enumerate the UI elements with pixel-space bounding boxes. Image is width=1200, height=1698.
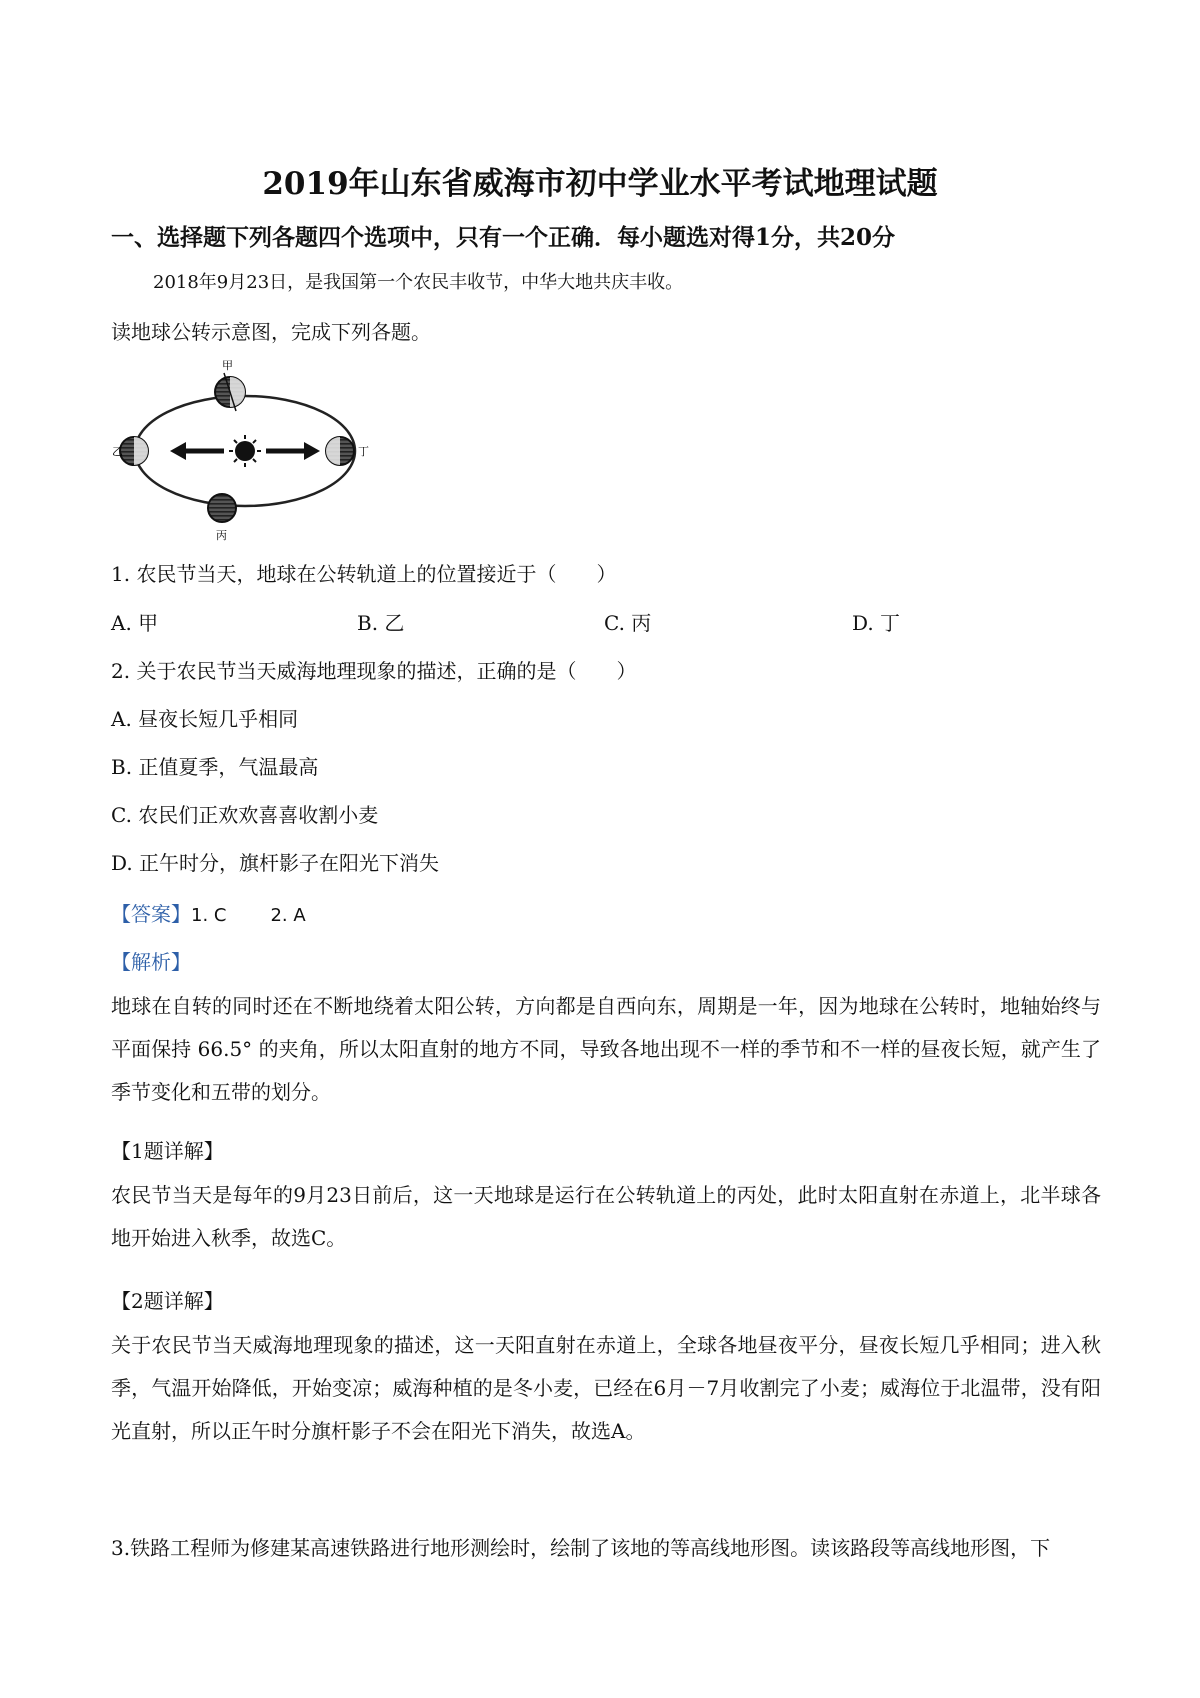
answer-line bbox=[111, 898, 306, 927]
earth-left-icon bbox=[120, 437, 148, 465]
earth-right-icon bbox=[326, 437, 354, 465]
question-1-option-d: D. 丁 bbox=[852, 611, 901, 635]
earth-revolution-diagram bbox=[112, 355, 382, 545]
analysis-paragraph: 地球在自转的同时还在不断地绕着太阳公转，方向都是自西向东，周期是一年，因为地球在公转时，地轴始终与平面保持 66.5° 的夹角，所以太阳直射的地方不同，导致各地出现不一样的季节和不一样的昼夜长短，就产生了季节变化和五带的划分。 bbox=[111, 994, 1101, 1104]
section-heading: 一、选择题下列各题四个选项中，只有一个正确．每小题选对得1分，共20分 bbox=[111, 224, 896, 251]
label-ding: 丁 bbox=[358, 445, 369, 458]
question-2-stem: 2. 关于农民节当天威海地理现象的描述，正确的是（ ） bbox=[111, 659, 637, 683]
page-title: 2019年山东省威海市初中学业水平考试地理试题 bbox=[262, 166, 938, 202]
label-bing: 丙 bbox=[216, 529, 227, 542]
sun-icon bbox=[229, 435, 261, 467]
label-yi: 乙 bbox=[112, 445, 123, 458]
question-1-stem: 1. 农民节当天，地球在公转轨道上的位置接近于（ ） bbox=[111, 562, 617, 586]
question-2-option-a: A. 昼夜长短几乎相同 bbox=[111, 707, 299, 731]
detail-2-paragraph: 关于农民节当天威海地理现象的描述，这一天阳直射在赤道上，全球各地昼夜平分，昼夜长短几乎相同；进入秋季，气温开始降低，开始变凉；威海种植的是冬小麦，已经在6月－7月收割完了小麦；威海位于北温带，没有阳光直射，所以正午时分旗杆影子不会在阳光下消失，故选A。 bbox=[111, 1333, 1101, 1443]
instruction-line: 读地球公转示意图，完成下列各题。 bbox=[111, 320, 431, 344]
question-1-option-b: B. 乙 bbox=[357, 611, 405, 635]
detail-1-paragraph: 农民节当天是每年的9月23日前后，这一天地球是运行在公转轨道上的丙处，此时太阳直射在赤道上，北半球各地开始进入秋季，故选C。 bbox=[111, 1183, 1101, 1250]
question-1-option-c: C. 丙 bbox=[604, 611, 652, 635]
answer-tag: 【答案】 bbox=[111, 902, 191, 926]
answer-2: 2. A bbox=[270, 905, 306, 926]
answer-1: 1. C bbox=[191, 905, 227, 926]
intro-line: 2018年9月23日，是我国第一个农民丰收节，中华大地共庆丰收。 bbox=[153, 272, 684, 293]
question-2-option-d: D. 正午时分，旗杆影子在阳光下消失 bbox=[111, 851, 440, 875]
label-jia: 甲 bbox=[222, 359, 233, 372]
question-3-stem: 3.铁路工程师为修建某高速铁路进行地形测绘时，绘制了该地的等高线地形图。读该路段等高线地形图，下 bbox=[111, 1536, 1051, 1560]
detail-1-tag: 【1题详解】 bbox=[111, 1139, 224, 1163]
question-2-option-c: C. 农民们正欢欢喜喜收割小麦 bbox=[111, 803, 379, 827]
earth-bottom-icon bbox=[208, 494, 236, 522]
question-2-option-b: B. 正值夏季，气温最高 bbox=[111, 755, 319, 779]
analysis-tag: 【解析】 bbox=[111, 950, 191, 974]
earth-top-icon bbox=[215, 373, 245, 411]
right-arrow-icon bbox=[266, 442, 320, 460]
question-1-option-a: A. 甲 bbox=[111, 611, 159, 635]
detail-2-tag: 【2题详解】 bbox=[111, 1289, 224, 1313]
left-arrow-icon bbox=[170, 442, 224, 460]
